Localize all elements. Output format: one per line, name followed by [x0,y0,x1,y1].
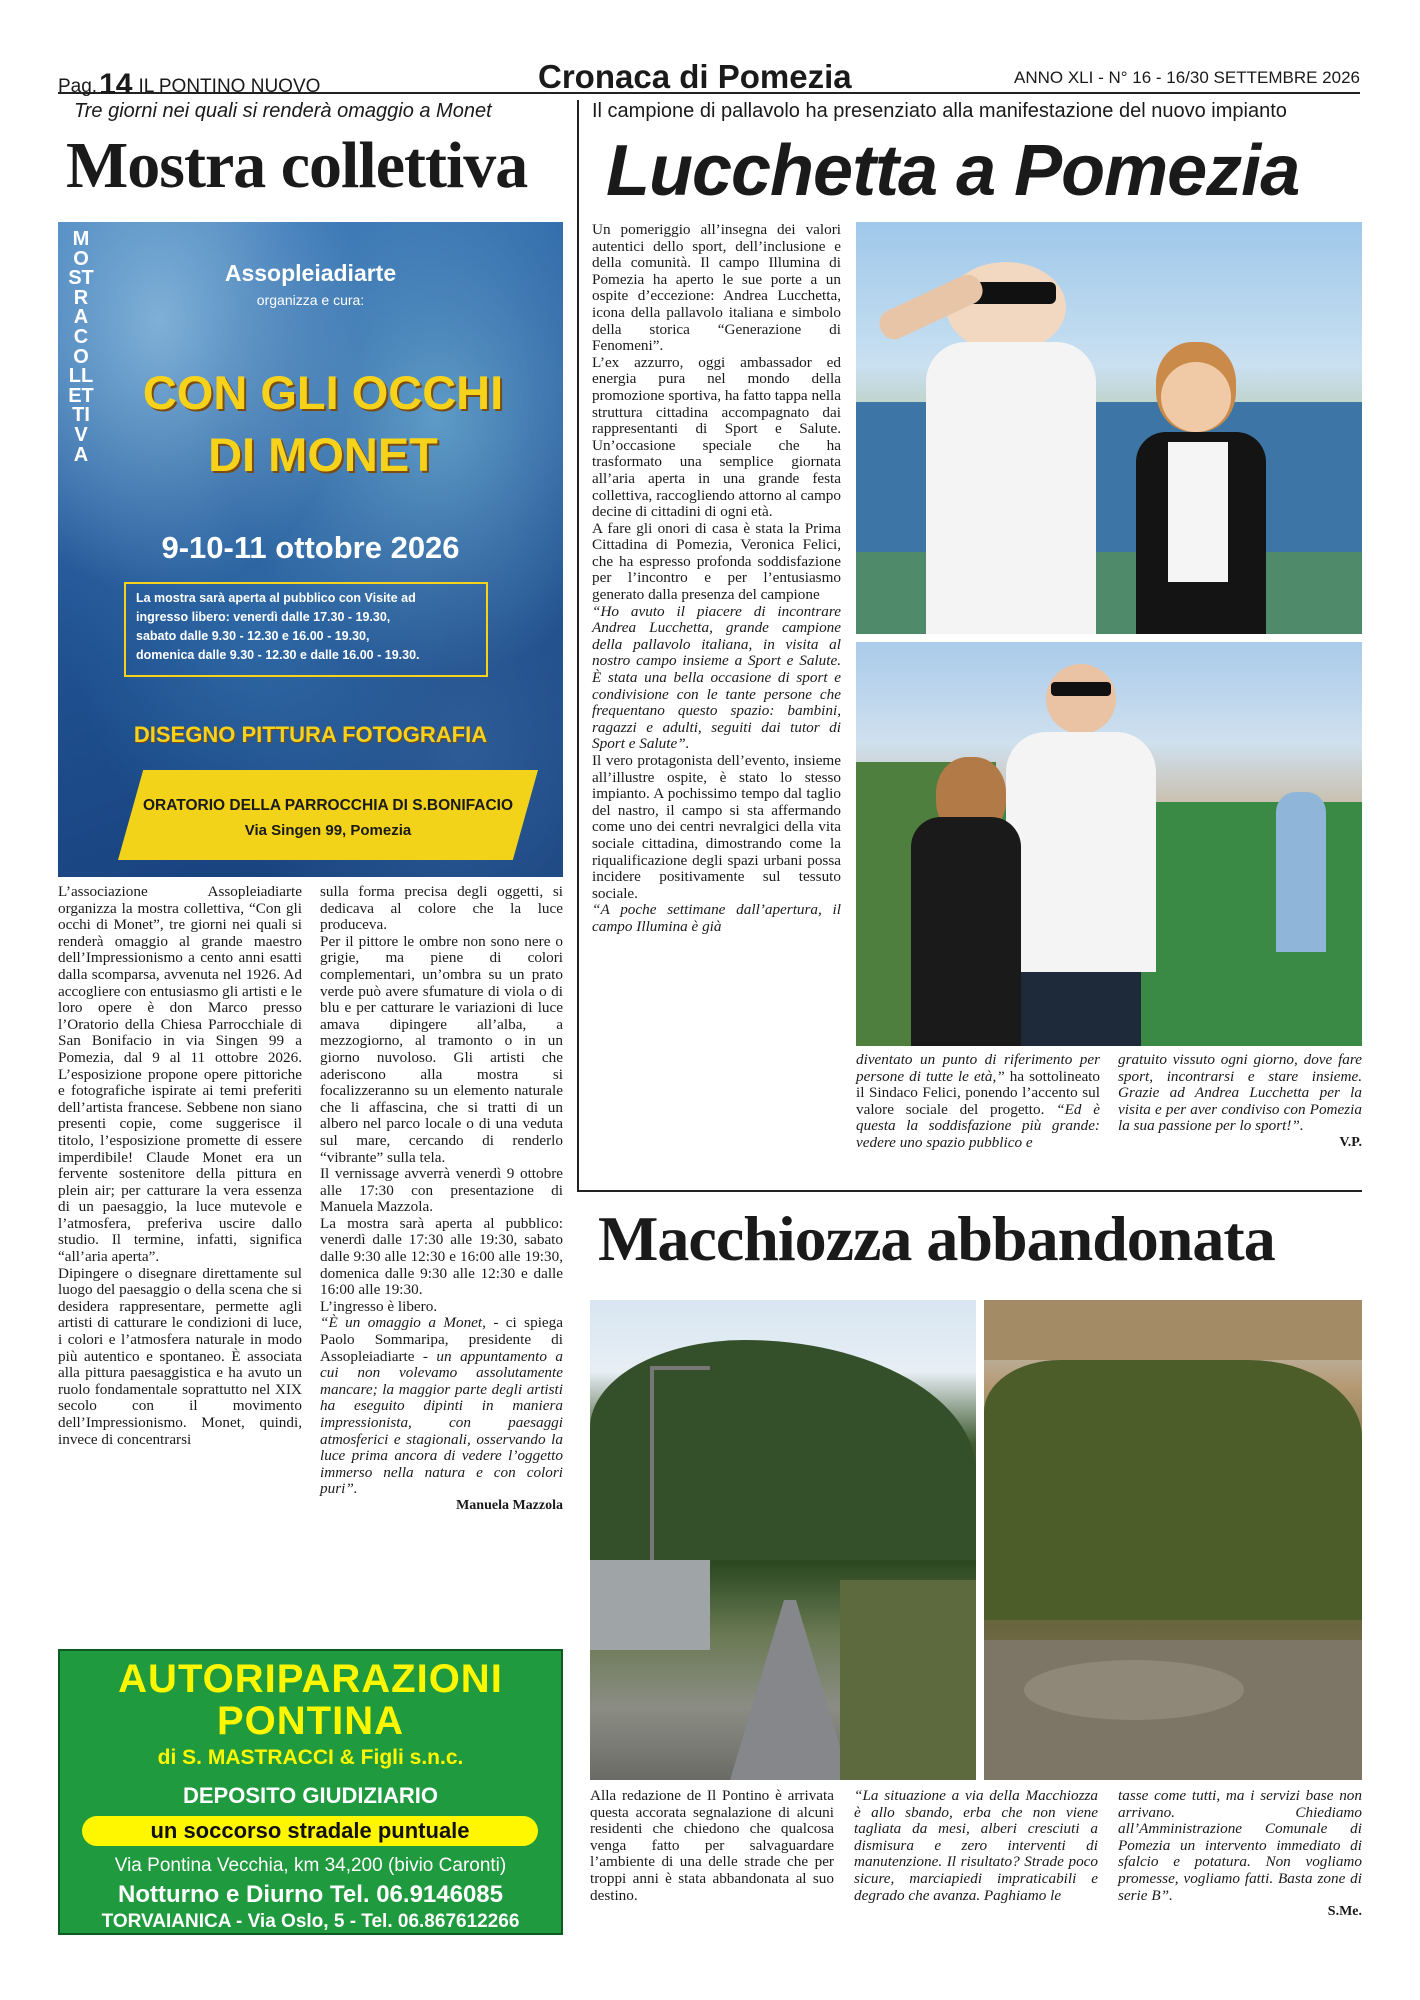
mostra-poster [58,222,563,877]
mostra-column-2: sulla forma precisa degli oggetti, si dedicava al colore che la luce produceva. Per il pittore le ombre non sono nere o grigie, ma piene di colori complementari, un’ombra su un prato verde può avere sfumature di viola o di blu e per catturare le variazioni di luce amava dipingere all’alba, a mezzogiorno, al tramonto o in un giorno nuvoloso. Gli artisti che aderiscono alla mostra si focalizzeranno su un elemento naturale che li affascina, che si tratti di un albero nel parco locale o di una veduta sul mare, cercando di renderlo “vibrante” sulla tela. Il vernissage avverrà venerdì 9 ottobre alle 17:30 con presentazione di Manuela Mazzola. La mostra sarà aperta al pubblico: venerdì dalle 17:30 alle 19:30, sabato dalle 9:30 alle 12:30 e 16:00 alle 19:30, domenica dalle 9:30 alle 12:30 e dalle 16:00 alle 19:30. L’ingresso è libero. “È un omaggio a Monet, - ci spiega Paolo Sommaripa, presidente di Assopleiadiarte - un appuntamento a cui non volevamo assolutamente mancare; la maggior parte degli artisti ha eseguito dipinti in maniera impressionista, con paesaggi atmosferici e stagionali, osservando la luce prima ancora di vedere l’oggetto immerso nella natura e con colori puri”. Manuela Mazzola [320,883,563,1513]
poster-vertical-text: MOSTRA COLLETTIVA [68,228,94,466]
ad-title-1: AUTORIPARAZIONI [118,1657,503,1701]
ad-service: DEPOSITO GIUDIZIARIO [182,1783,439,1808]
poster-disciplines: DISEGNO PITTURA FOTOGRAFIA [133,722,488,747]
macchiozza-photo-1 [590,1300,976,1780]
page-header [58,58,1360,101]
autoriparazioni-ad [58,1649,563,1935]
lucchetta-photo-1 [856,222,1362,634]
section-divider [577,1190,1362,1192]
lucchetta-photo-2 [856,642,1362,1046]
poster-address: Via Singen 99, Pomezia [244,822,412,839]
mostra-headline: Mostra collettiva [66,129,528,202]
ad-title-2: PONTINA [217,1699,404,1743]
poster-dates: 9-10-11 ottobre 2026 [161,530,460,565]
lucchetta-column-1: Un pomeriggio all’insegna dei valori autentici dello sport, dell’inclusione e della comunità. Il campo Illumina di Pomezia ha aperto le sue porte a un ospite d’eccezione: Andrea Lucchetta, icona della pallavolo italiana e simbolo della storica “Generazione di Fenomeni”. L’ex azzurro, oggi ambassador ed energia pura nel mondo della promozione sportiva, ha fatto tappa nella struttura cittadina accompagnato dai rappresentanti di Sport e Salute. Un’occasione speciale che ha trasformato una semplice giornata all’aria aperta in una grande festa collettiva, raccogliendo attorno al campo decine di cittadini di ogni età. A fare gli onori di casa è stata la Prima Cittadina di Pomezia, Veronica Felici, che ha espresso profonda soddisfazione per l’incontro e per l’entusiasmo generato dalla presenza del campione “Ho avuto il piacere di incontrare Andrea Lucchetta, grande campione della pallavolo italiana, in visita al nostro campo insieme a Sport e Salute. È stata una bella occasione di sport e condivisione con le tante persone che frequentano questo spazio: bambini, ragazzi e adulti, seguiti dai tutor di Sport e Salute”. Il vero protagonista dell’evento, insieme all’illustre ospite, è stato lo stesso impianto. A pochissimo tempo dal taglio del nastro, il campo si sta affermando come uno dei centri nevralgici della vita sociale cittadina, dimostrando come la riqualificazione degli spazi urbani possa incidere positivamente sul tessuto sociale. “A poche settimane dall’apertura, il campo Illumina è già [592,221,841,935]
lucchetta-column-3: gratuito vissuto ogni giorno, dove fare sport, incontrarsi e stare insieme. Grazie ad Andrea Lucchetta per la visita e per aver condiviso con Pomezia la sua passione per lo sport!”. V.P. [1118,1051,1362,1150]
column-divider [577,100,579,1190]
poster-title: CON GLI OCCHI DI MONET [142,366,504,481]
lucchetta-signature: V.P. [1339,1134,1362,1150]
section-title: Cronaca di Pomezia [538,58,852,95]
page-number: 14 [99,68,133,101]
ad-address: Via Pontina Vecchia, km 34,200 (bivio Caronti) [114,1855,507,1876]
lucchetta-kicker: Il campione di pallavolo ha presenziato alla manifestazione del nuovo impianto [592,100,1287,122]
poster-organizer: Assopleiadiarte [224,260,397,286]
poster-banner [118,770,538,860]
poster-hours-box: La mostra sarà aperta al pubblico con Visite ad ingresso libero: venerdì dalle 17.30 - 19.30, sabato dalle 9.30 - 12.30 e 16.00 - 19.30, domenica dalle 9.30 - 12.30 e dalle 16.00 - 19.30. [124,582,488,677]
lucchetta-column-2: diventato un punto di riferimento per persone di tutte le età,” ha sottolineato il Sindaco Felici, ponendo l’accento sul valore sociale del progetto. “Ed è questa la soddisfazione più grande: vedere uno spazio pubblico e [856,1051,1101,1151]
macchiozza-column-1: Alla redazione de Il Pontino è arrivata questa accorata segnalazione di alcuni residenti che chiedono che qualcosa venga fatto per salvaguardare l’ambiente di una delle strade che per troppi anni è stata abbandonata al suo destino. [590,1787,834,1904]
macchiozza-headline: Macchiozza abbandonata [598,1203,1275,1274]
ad-slogan: un soccorso stradale puntuale [82,1816,538,1846]
macchiozza-column-2: “La situazione a via della Macchiozza è allo sbando, erba che non viene tagliata da mesi, alberi cresciuti a dismisura e zero interventi di manutenzione. Il risultato? Strade poco sicure, marciapiedi impraticabili e degrado che avanza. Paghiamo le [854,1787,1098,1904]
page-number-label: Pag.14 IL PONTINO NUOVO [58,68,321,101]
ad-company: di S. MASTRACCI & Figli s.n.c. [157,1746,464,1769]
issue-info: ANNO XLI - N° 16 - 16/30 SETTEMBRE 2026 [1014,68,1360,87]
poster-venue: ORATORIO DELLA PARROCCHIA DI S.BONIFACIO [143,797,513,814]
poster-organizer-sub: organizza e cura: [256,292,365,308]
lucchetta-headline: Lucchetta a Pomezia [606,131,1300,211]
mostra-column-1: L’associazione Assopleiadiarte organizza la mostra collettiva, “Con gli occhi di Monet”, tre giorni nei quali si renderà omaggio al grande maestro dell’Impressionismo a cento anni esatti dalla scomparsa, avvenuta nel 1926. Ad accogliere con entusiasmo gli artisti e le loro opere è don Marco presso l’Oratorio della Chiesa Parrocchiale di San Bonifacio in via Singen 99 a Pomezia, dal 9 al 11 ottobre 2026. L’esposizione propone opere pittoriche e fotografiche ispirate ai temi preferiti dell’artista francese. Sebbene non siano presenti copie, come suggerisce il titolo, l’esposizione promette di essere imperdibile! Claude Monet era un fervente sostenitore della pittura en plein air; per catturare la vera essenza di un paesaggio, la luce mutevole e l’atmosfera, preferiva uscire dallo studio. Il termine, infatti, significa “all’aria aperta”. Dipingere o disegnare direttamente sul luogo del paesaggio o della scena che si desidera rappresentare, permette agli artisti di catturare le condizioni di luce, i colori e l’atmosfera naturale in modo più autentico e spontaneo. È associata alla pittura paesaggistica e ha avuto un ruolo fondamentale soprattutto nel XIX secolo con il movimento dell’Impressionismo. Monet, quindi, invece di concentrarsi [58,883,302,1448]
ad-phone: Notturno e Diurno Tel. 06.9146085 [118,1881,503,1908]
macchiozza-column-3: tasse come tutti, ma i servizi base non arrivano. Chiediamo all’Amministrazione Comunale di Pomezia un intervento immediato di sfalcio e potatura. Non vogliamo promesse, vogliamo fatti. Basta zone di serie B”. S.Me. [1118,1787,1362,1920]
macchiozza-signature: S.Me. [1327,1904,1362,1920]
macchiozza-photo-2 [984,1300,1362,1780]
ad-branch: TORVAIANICA - Via Oslo, 5 - Tel. 06.867612266 [101,1911,520,1932]
paper-name: IL PONTINO NUOVO [138,76,321,97]
mostra-signature: Manuela Mazzola [456,1497,563,1513]
mostra-kicker: Tre giorni nei quali si renderà omaggio a Monet [74,100,492,122]
